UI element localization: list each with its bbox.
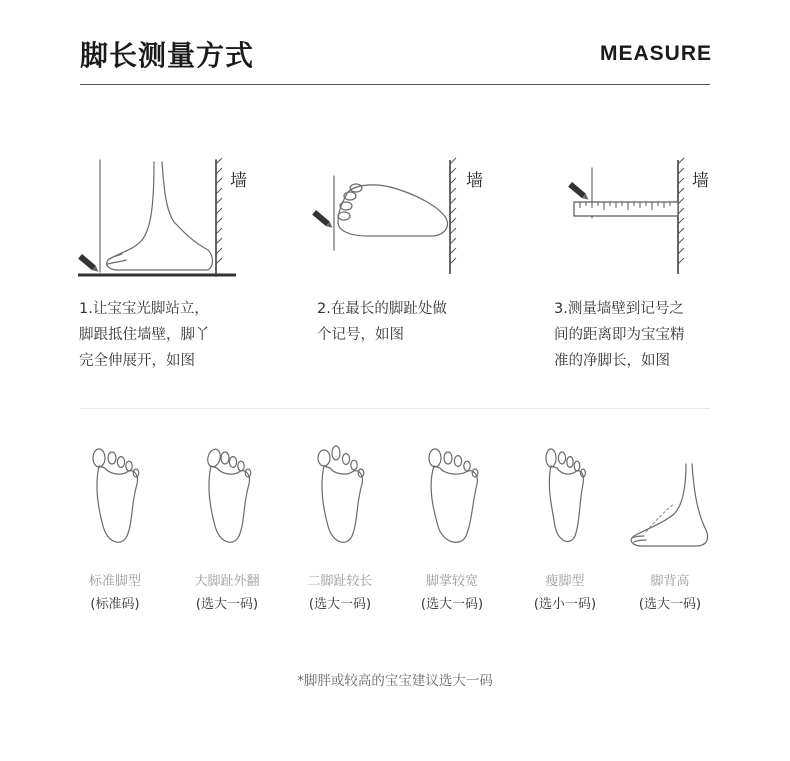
wall-label: 墙 <box>692 171 709 191</box>
step2-line: 个记号，如图 <box>317 327 404 343</box>
header-divider <box>80 84 710 85</box>
foot-outline-icon <box>197 444 257 554</box>
step2-text <box>317 296 497 348</box>
foot-type-name: 二脚趾较长 <box>307 574 373 589</box>
foot-type-size-advice: (选大一码) <box>195 597 259 612</box>
foot-outline-icon <box>310 444 370 554</box>
foot-top-icon <box>338 185 448 236</box>
step1-line: 1.让宝宝光脚站立， <box>79 301 209 317</box>
step1-line: 脚跟抵住墙壁，脚丫 <box>79 327 210 343</box>
foot-type-size-advice: (选大一码) <box>420 597 484 612</box>
wall-label: 墙 <box>230 171 247 191</box>
step2-illustration <box>308 150 498 280</box>
foot-type-name: 标准脚型 <box>88 574 141 589</box>
foot-type-name: 脚掌较宽 <box>425 574 478 589</box>
english-title: MEASURE <box>599 42 712 65</box>
step3-line: 3.测量墙壁到记号之 <box>554 301 684 317</box>
foot-type-name: 大脚趾外翻 <box>194 574 260 589</box>
foot-outline-icon <box>85 444 145 554</box>
foot-outline-icon <box>422 444 482 554</box>
wall-label: 墙 <box>466 171 483 191</box>
step3-line: 间的距离即为宝宝精 <box>554 327 685 343</box>
pencil-icon <box>312 210 334 230</box>
ruler-icon <box>574 202 678 216</box>
wall-icon <box>216 158 222 276</box>
foot-type-name: 瘦脚型 <box>545 574 585 589</box>
step1-text <box>79 296 259 374</box>
footnote: *脚胖或较高的宝宝建议选大一码 <box>297 673 493 689</box>
section-divider <box>80 408 710 409</box>
foot-side-icon <box>622 444 712 554</box>
page-title: 脚长测量方式 <box>80 39 255 72</box>
foot-type-size-advice: (选大一码) <box>308 597 372 612</box>
step1-illustration <box>78 150 248 280</box>
pencil-icon <box>78 254 100 274</box>
foot-type-size-advice: (选小一码) <box>533 597 597 612</box>
foot-type-size-advice: (标准码) <box>90 597 140 612</box>
pencil-icon <box>568 182 590 202</box>
step1-line: 完全伸展开，如图 <box>79 353 195 369</box>
step3-illustration <box>560 150 730 280</box>
wall-icon <box>450 158 456 274</box>
wall-icon <box>678 158 684 274</box>
step3-line: 准的净脚长，如图 <box>554 353 670 369</box>
foot-type-size-advice: (选大一码) <box>638 597 702 612</box>
step3-text <box>554 296 734 374</box>
foot-type-name: 脚背高 <box>650 574 690 589</box>
foot-side-icon <box>107 162 213 270</box>
step2-line: 2.在最长的脚趾处做 <box>317 301 447 317</box>
foot-outline-icon <box>535 444 595 554</box>
